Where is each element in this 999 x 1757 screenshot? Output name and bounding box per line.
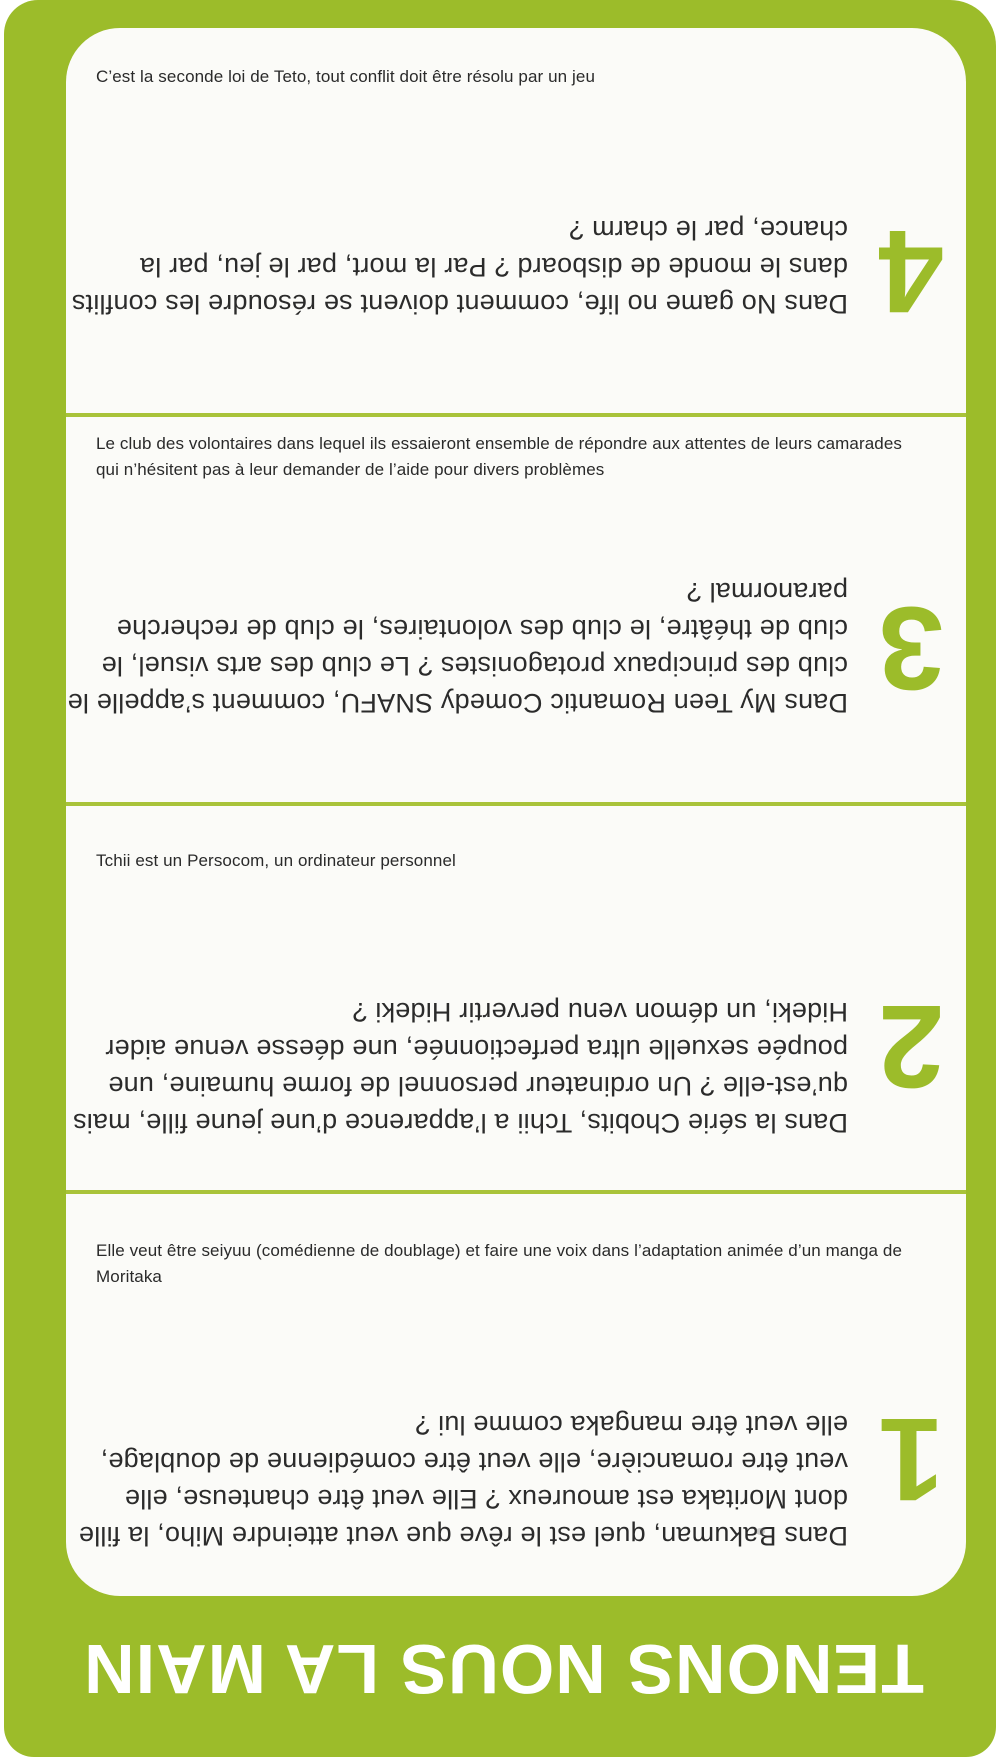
print-speck — [756, 1528, 765, 1535]
question-text-3: Dans My Teen Romantic Comedy SNAFU, comment s’appelle le club des principaux protagonistes ? Le club des arts visuel, le club de théâtre, le club des volontaires, le club de recherche paranormal ? — [67, 577, 848, 718]
answer-text-1: Elle veut être seiyuu (comédienne de doublage) et faire une voix dans l’adaptation animée d’un manga de Moritaka — [96, 1241, 903, 1286]
question-section-3 — [66, 417, 966, 802]
quiz-card — [4, 0, 996, 1757]
question-section-1 — [66, 1194, 966, 1596]
question-block-4 — [66, 178, 966, 368]
question-text-1: Dans Bakuman, quel est le rêve que veut atteindre Miho, la fille dont Moritaka est amoureux ? Elle veut être chanteuse, elle veut être romancière, elle veut être comédienne de doublage, elle veut être mangaka comme lui ? — [78, 1410, 848, 1551]
question-number-2: 2 — [878, 980, 944, 1112]
question-panel — [66, 28, 966, 1596]
card-title-band — [4, 1610, 996, 1730]
question-text-4: Dans No game no life, comment doivent se résoudre les conflits dans le monde de disboard ? Par la mort, par le jeu, par la chance, par le charm ? — [71, 215, 848, 319]
question-block-1 — [66, 1334, 966, 1584]
question-block-2 — [66, 921, 966, 1171]
question-number-1: 1 — [878, 1393, 944, 1525]
question-section-4 — [66, 28, 966, 413]
question-section-2 — [66, 806, 966, 1190]
answer-text-2: Tchii est un Persocom, un ordinateur personnel — [96, 851, 456, 870]
question-block-3 — [66, 527, 966, 767]
question-number-3: 3 — [878, 582, 944, 714]
question-text-2: Dans la série Chobits, Tchii a l’apparence d’une jeune fille, mais qu’est-elle ? Un ordinateur personnel de forme humaine, une poupée sexuelle ultra perfectionnée, une déesse venue aider Hideki, un démon venu pervertir Hideki ? — [72, 997, 848, 1138]
answer-text-4: C’est la seconde loi de Teto, tout conflit doit être résolu par un jeu — [96, 67, 596, 86]
answer-text-3: Le club des volontaires dans lequel ils essaieront ensemble de répondre aux attentes de leurs camarades qui n’hésitent pas à leur demander de l’aide pour divers problèmes — [96, 434, 903, 479]
card-title: TENONS NOUS LA MAIN — [83, 1630, 924, 1708]
question-number-4: 4 — [878, 205, 944, 337]
